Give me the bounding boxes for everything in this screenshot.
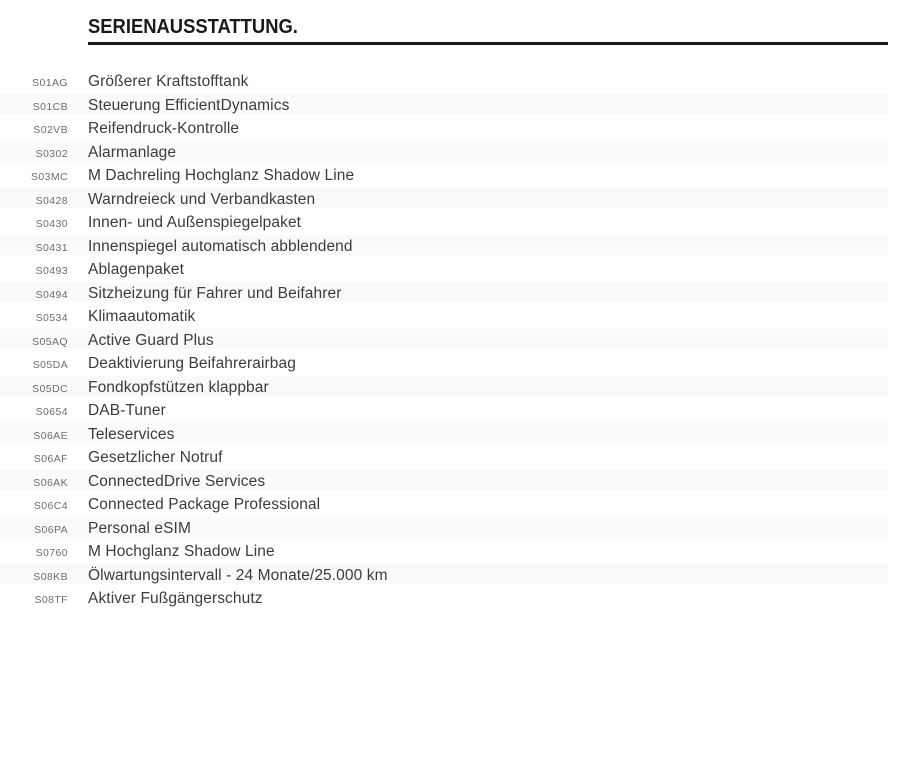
- table-row: [0, 540, 888, 564]
- table-row: [0, 211, 888, 235]
- row-label: Warndreieck und Verbandkasten: [88, 190, 316, 208]
- table-row: [0, 423, 888, 447]
- table-row: [0, 305, 888, 329]
- row-label: Ölwartungsintervall - 24 Monate/25.000 km: [88, 566, 388, 584]
- table-row: [0, 329, 888, 353]
- row-label: Innen- und Außenspiegelpaket: [88, 214, 302, 231]
- row-code: S03MC: [30, 171, 68, 183]
- row-code: S0494: [35, 288, 68, 301]
- row-code: S0302: [35, 147, 68, 160]
- row-label: Fondkopfstützen klappbar: [88, 378, 269, 396]
- row-label: M Dachreling Hochglanz Shadow Line: [88, 167, 355, 184]
- table-row: [0, 94, 888, 118]
- row-label: Steuerung EfficientDynamics: [88, 96, 290, 114]
- row-label: Klimaautomatik: [88, 308, 196, 325]
- row-label: Größerer Kraftstofftank: [88, 73, 249, 90]
- table-row: [0, 164, 888, 188]
- table-row: [0, 564, 888, 588]
- table-row: [0, 517, 888, 541]
- row-label: Personal eSIM: [88, 519, 191, 537]
- row-label: Active Guard Plus: [88, 331, 214, 349]
- row-label: Alarmanlage: [88, 143, 177, 161]
- row-label: Deaktivierung Beifahrerairbag: [88, 355, 296, 372]
- row-label: Gesetzlicher Notruf: [88, 449, 223, 466]
- table-row: [0, 258, 888, 282]
- row-code: S08KB: [33, 570, 68, 583]
- equipment-table: [0, 70, 888, 611]
- row-code: S06C4: [33, 500, 68, 512]
- table-row: [0, 70, 888, 94]
- row-code: S08TF: [34, 594, 68, 606]
- row-label: Aktiver Fußgängerschutz: [88, 590, 263, 607]
- row-code: S0428: [35, 194, 68, 207]
- row-label: Teleservices: [88, 425, 175, 443]
- table-row: [0, 188, 888, 212]
- row-code: S0534: [35, 312, 68, 324]
- table-row: [0, 235, 888, 259]
- page-title: SERIENAUSSTATTUNG.: [88, 16, 298, 38]
- row-label: DAB-Tuner: [88, 402, 166, 419]
- table-row: [0, 282, 888, 306]
- row-label: Ablagenpaket: [88, 261, 185, 278]
- row-label: Connected Package Professional: [88, 496, 321, 513]
- table-row: [0, 376, 888, 400]
- row-code: S0760: [35, 547, 68, 559]
- row-code: S06AF: [33, 453, 68, 465]
- row-label: Reifendruck-Kontrolle: [88, 120, 240, 137]
- table-row: [0, 399, 888, 423]
- row-label: Innenspiegel automatisch abblendend: [88, 237, 353, 255]
- row-code: S05DA: [32, 359, 68, 371]
- row-code: S0493: [35, 265, 68, 277]
- table-row: [0, 446, 888, 470]
- row-code: S0431: [35, 241, 68, 254]
- row-code: S01CB: [32, 100, 68, 113]
- table-row: [0, 117, 888, 141]
- row-code: S0430: [35, 218, 68, 230]
- row-label: ConnectedDrive Services: [88, 472, 266, 490]
- table-row: [0, 493, 888, 517]
- row-code: S05DC: [32, 382, 68, 395]
- table-row: [0, 587, 888, 611]
- row-code: S05AQ: [32, 335, 68, 348]
- row-label: M Hochglanz Shadow Line: [88, 543, 275, 560]
- row-code: S0654: [35, 406, 68, 418]
- row-code: S06AK: [33, 476, 68, 489]
- row-label: Sitzheizung für Fahrer und Beifahrer: [88, 284, 342, 302]
- title-rule: [88, 42, 888, 45]
- table-row: [0, 141, 888, 165]
- row-code: S06AE: [33, 429, 68, 442]
- table-row: [0, 352, 888, 376]
- row-code: S06PA: [34, 523, 68, 536]
- table-row: [0, 470, 888, 494]
- row-code: S01AG: [32, 77, 68, 89]
- row-code: S02VB: [33, 124, 68, 136]
